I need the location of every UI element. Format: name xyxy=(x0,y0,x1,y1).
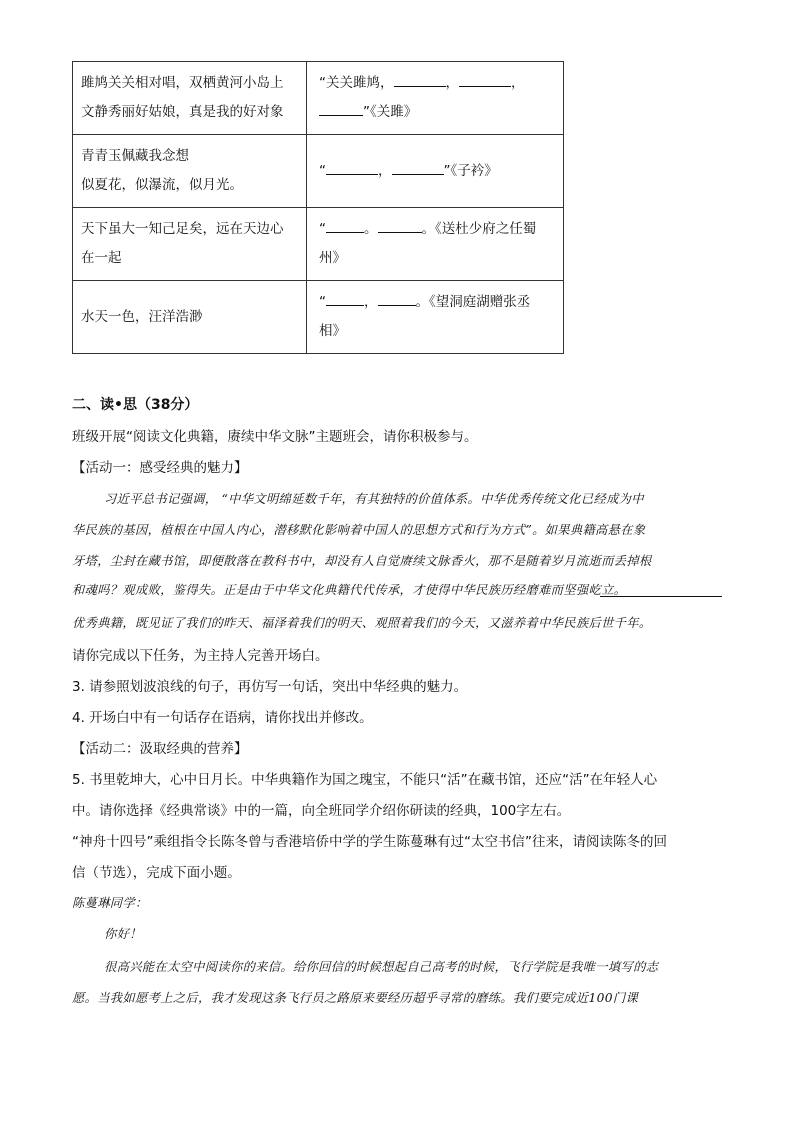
answer-text: “关关雎鸠， xyxy=(319,75,394,91)
answer-text: ， xyxy=(364,294,378,310)
underline-rule xyxy=(600,596,722,597)
passage-line: 优秀典籍，既见证了我们的昨天、福泽着我们的明天、观照着我们的今天，又滋养着中华民族后世千年。 xyxy=(72,616,652,630)
answer-text: ， xyxy=(378,162,392,179)
modern-line: 天下虽大一知己足矣，远在天边心 xyxy=(81,221,284,237)
table-cell-answer xyxy=(307,135,564,208)
table-cell-modern xyxy=(73,208,307,281)
letter-greeting: 你好！ xyxy=(104,927,142,941)
answer-text: “ xyxy=(319,162,326,179)
letter-intro-line: 信（节选），完成下面小题。 xyxy=(72,865,241,881)
task-intro: 请你完成以下任务，为主持人完善开场白。 xyxy=(72,648,329,664)
modern-line: 雎鸠关关相对唱，双栖黄河小岛上 xyxy=(81,75,284,91)
answer-text: ”《子衿》 xyxy=(443,162,498,179)
question-5-line: 中。请你选择《经典常谈》中的一篇，向全班同学介绍你研读的经典，100字左右。 xyxy=(72,803,571,819)
answer-blank[interactable] xyxy=(326,291,364,306)
answer-text: “ xyxy=(319,221,326,237)
modern-line: 水天一色，汪洋浩渺 xyxy=(81,308,203,325)
table-cell-modern xyxy=(73,135,307,208)
table-cell-modern xyxy=(73,62,307,135)
table-cell-answer xyxy=(307,208,564,281)
answer-text: 。《望洞庭湖赠张丞 xyxy=(415,294,531,310)
answer-text: 相》 xyxy=(319,323,346,339)
letter-intro-line: “神舟十四号”乘组指令长陈冬曾与香港培侨中学的学生陈蔓琳有过“太空书信”往来，请阅读陈冬的回 xyxy=(72,834,667,850)
table-row xyxy=(73,208,564,281)
table-row xyxy=(73,135,564,208)
modern-line: 文静秀丽好姑娘，真是我的好对象 xyxy=(81,104,284,120)
answer-text: ， xyxy=(511,75,525,91)
table-cell-answer xyxy=(307,62,564,135)
answer-blank[interactable] xyxy=(378,218,422,233)
table-cell-answer xyxy=(307,281,564,354)
table-row xyxy=(73,281,564,354)
passage-line: 牙塔，尘封在藏书馆，即便散落在教科书中，却没有人自觉赓续文脉香火，那不是随着岁月流逝而丢掉根 xyxy=(72,554,652,568)
answer-text: “ xyxy=(319,294,326,310)
letter-body-line: 很高兴能在太空中阅读你的来信。给你回信的时候想起自己高考的时候，飞行学院是我唯一填写的志 xyxy=(104,960,659,974)
answer-blank[interactable] xyxy=(319,101,363,116)
answer-text: ”《关雎》 xyxy=(363,104,418,120)
passage-line: 华民族的基因，植根在中国人内心，潜移默化影响着中国人的思想方式和行为方式”。如果典籍高悬在象 xyxy=(72,523,646,537)
activity-two-heading: 【活动二：汲取经典的营养】 xyxy=(72,741,248,757)
letter-salutation: 陈蔓琳同学： xyxy=(72,896,148,910)
answer-blank[interactable] xyxy=(459,72,511,87)
intro-text: 班级开展“阅读文化典籍，赓续中华文脉”主题班会，请你积极参与。 xyxy=(72,429,478,445)
answer-text: ， xyxy=(445,75,459,91)
answer-text: 。《送杜少府之任蜀 xyxy=(421,221,537,237)
table-cell-modern xyxy=(73,281,307,354)
question-3: 3. 请参照划波浪线的句子，再仿写一句话，突出中华经典的魅力。 xyxy=(72,679,468,695)
answer-text: 州》 xyxy=(319,250,346,266)
answer-blank[interactable] xyxy=(392,160,444,175)
modern-line: 青青玉佩藏我念想 xyxy=(81,148,189,164)
answer-blank[interactable] xyxy=(326,218,364,233)
answer-blank[interactable] xyxy=(378,291,416,306)
poem-matching-table xyxy=(72,61,564,354)
modern-line: 似夏花，似瀑流，似月光。 xyxy=(81,177,243,193)
passage-line: 和魂吗？观成败，鉴得失。正是由于中华文化典籍代代传承，才使得中华民族历经磨难而坚强屹立。 xyxy=(72,583,627,597)
activity-one-heading: 【活动一：感受经典的魅力】 xyxy=(72,460,248,476)
answer-blank[interactable] xyxy=(394,72,446,87)
question-4: 4. 开场白中有一句话存在语病，请你找出并修改。 xyxy=(72,710,373,726)
section-title: 二、读•思（38分） xyxy=(72,397,199,413)
question-5-line: 5. 书里乾坤大，心中日月长。中华典籍作为国之瑰宝，不能只“活”在藏书馆，还应“活”在年轻人心 xyxy=(72,772,658,788)
answer-text: 。 xyxy=(364,221,378,237)
modern-line: 在一起 xyxy=(81,250,122,266)
table-row xyxy=(73,62,564,135)
letter-body-line: 愿。当我如愿考上之后，我才发现这条飞行员之路原来要经历超乎寻常的磨练。我们要完成近100门课 xyxy=(72,991,639,1005)
answer-blank[interactable] xyxy=(326,160,378,175)
passage-line: 习近平总书记强调， “中华文明绵延数千年，有其独特的价值体系。中华优秀传统文化已经成为中 xyxy=(104,492,644,506)
